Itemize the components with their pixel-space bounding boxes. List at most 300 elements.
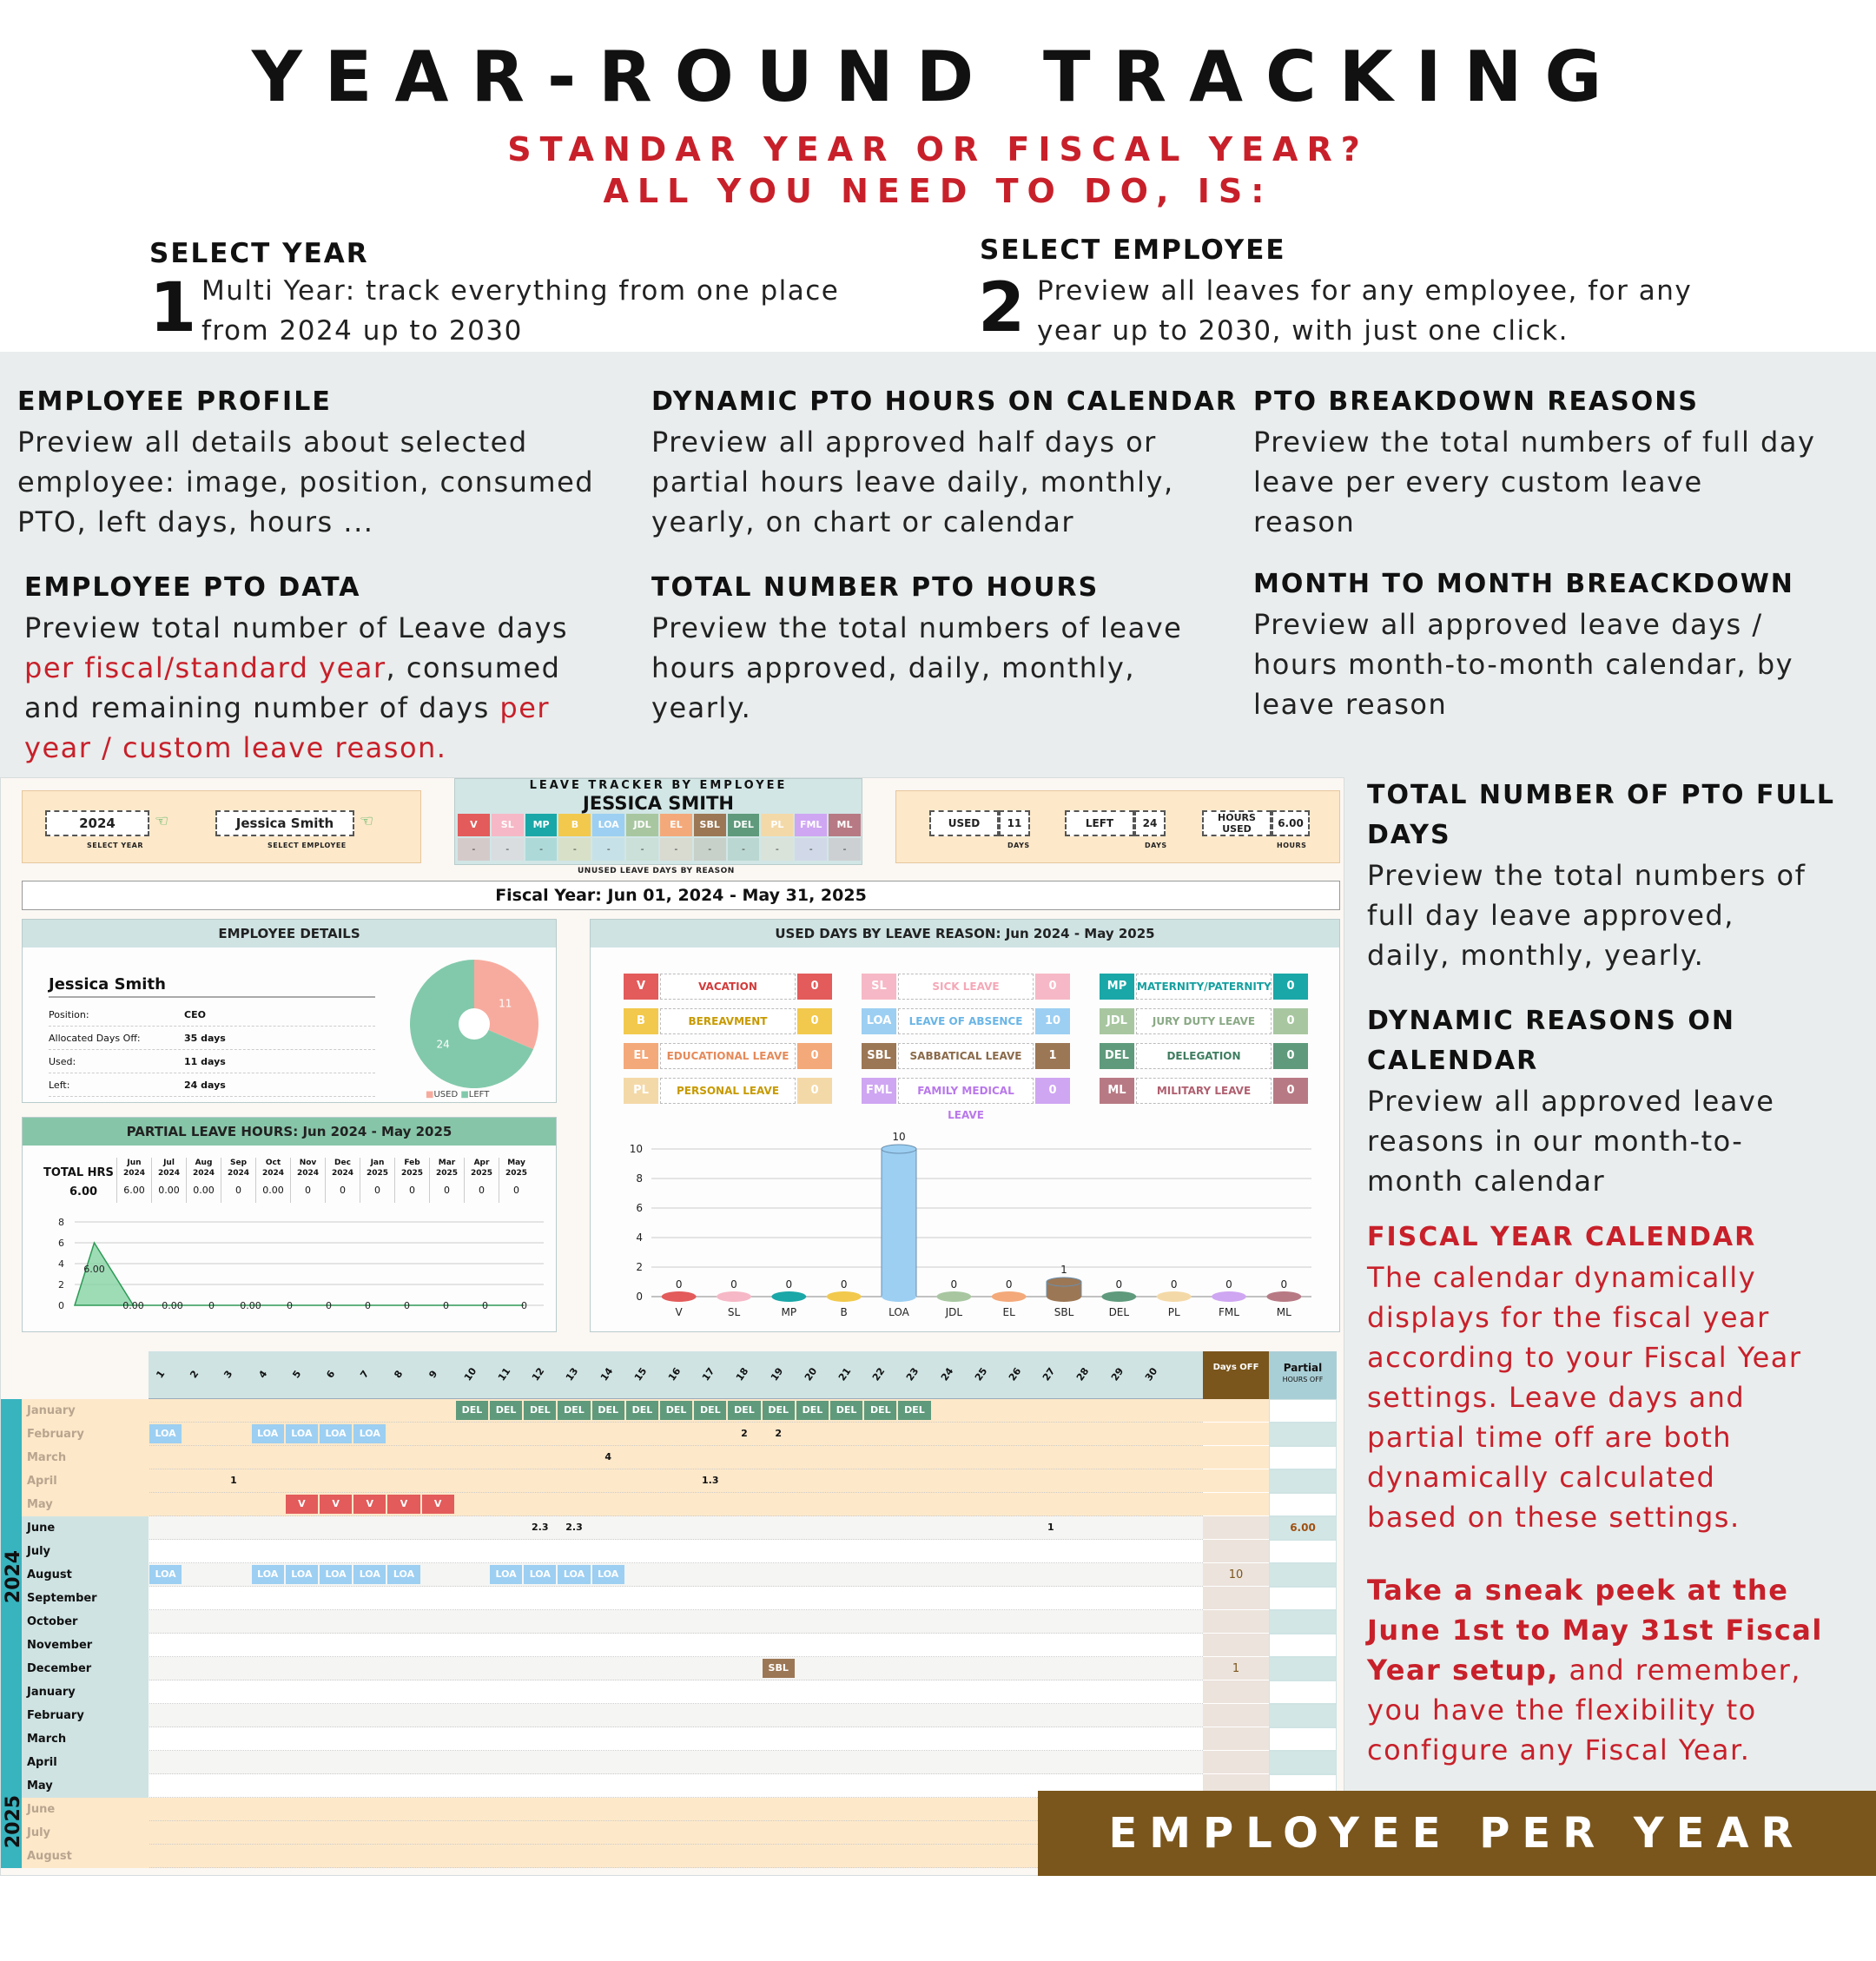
- year-select-label: SELECT YEAR: [87, 842, 144, 849]
- reason-code-sl: SL: [862, 974, 896, 1000]
- calendar-row: [22, 1493, 1203, 1516]
- hours-used-value: 6.00: [1272, 810, 1310, 836]
- reason-label: MILITARY LEAVE: [1136, 1078, 1272, 1104]
- calendar-leave-cell: LOA: [286, 1565, 318, 1584]
- reason-code-b: B: [624, 1008, 658, 1034]
- day-number: 30: [1142, 1365, 1160, 1383]
- detail-row: [49, 1003, 375, 1027]
- bar-base-v: [662, 1291, 697, 1302]
- pointer-hand-icon: ☜: [360, 812, 374, 830]
- highlight-text: per fiscal/standard year: [24, 651, 386, 684]
- feature-text: yearly.: [651, 691, 752, 724]
- calendar-leave-cell: DEL: [830, 1401, 862, 1420]
- feature-heading: EMPLOYEE PTO DATA: [24, 572, 361, 603]
- days-off-cell: [1203, 1610, 1269, 1634]
- partial-month-col: [429, 1158, 464, 1203]
- month-year: 2024: [331, 1169, 354, 1178]
- reason-label: DELEGATION: [1136, 1043, 1272, 1069]
- calendar-leave-cell: DEL: [763, 1401, 795, 1420]
- partial-header: [1269, 1351, 1337, 1399]
- left-label: LEFT: [1065, 810, 1134, 836]
- card-header: PARTIAL LEAVE HOURS: Jun 2024 - May 2025: [23, 1118, 556, 1146]
- partial-cell: [1269, 1493, 1337, 1516]
- feature-heading: DYNAMIC REASONS ON: [1367, 1006, 1735, 1036]
- y-tick-label: 8: [636, 1172, 643, 1185]
- month-name: June: [27, 1522, 56, 1535]
- partial-header-title: Partial: [1283, 1362, 1323, 1374]
- employee-select-label: SELECT EMPLOYEE: [268, 842, 347, 849]
- feature-heading: DAYS: [1367, 820, 1451, 850]
- year-select[interactable]: 2024: [45, 810, 149, 836]
- calendar-leave-cell: LOA: [149, 1424, 182, 1443]
- month-year: 2025: [505, 1169, 528, 1178]
- calendar-leave-cell: LOA: [524, 1565, 556, 1584]
- reason-label: VACATION: [660, 974, 796, 1000]
- month-value: 0: [409, 1185, 415, 1196]
- pie-legend: [426, 1090, 489, 1099]
- reason-count: 0: [1273, 1078, 1308, 1104]
- calendar-leave-cell: DEL: [558, 1401, 590, 1420]
- page-title: YEAR-ROUND TRACKING: [251, 36, 1625, 117]
- step-1-heading: SELECT YEAR: [149, 238, 369, 269]
- month-name: January: [27, 1404, 76, 1417]
- reason-label: SABBATICAL LEAVE: [898, 1043, 1034, 1069]
- feature-text: dynamically calculated: [1367, 1461, 1716, 1494]
- month-name: February: [27, 1709, 84, 1722]
- day-number: 10: [461, 1365, 479, 1383]
- pie-label: 24: [436, 1038, 450, 1051]
- bar-base-loa: [882, 1291, 916, 1302]
- year-bar-2024: [1, 1399, 25, 1680]
- partial-cell: [1269, 1704, 1337, 1727]
- feature-text: leave reason: [1253, 688, 1448, 721]
- calendar-leave-cell: 2: [741, 1428, 748, 1439]
- y-tick-label: 0: [58, 1300, 64, 1311]
- detail-rows: [49, 1003, 375, 1097]
- bar-value-label: 0: [1280, 1278, 1288, 1291]
- days-off-cell: [1203, 1516, 1269, 1540]
- feature-text: Preview all approved half days or: [651, 426, 1157, 459]
- feature-heading: PTO BREAKDOWN REASONS: [1253, 386, 1700, 417]
- used-days-value: 11: [999, 810, 1030, 836]
- month-year: 2025: [400, 1169, 424, 1178]
- month-value: 0: [513, 1185, 519, 1196]
- calendar-leave-cell: LOA: [490, 1565, 522, 1584]
- detail-key: Allocated Days Off:: [49, 1033, 141, 1044]
- calendar-row: [22, 1774, 1203, 1798]
- reason-label: JURY DUTY LEAVE: [1136, 1008, 1272, 1034]
- feature-text: Preview total number of Leave days: [24, 611, 569, 644]
- calendar-leave-cell: LOA: [353, 1565, 386, 1584]
- x-tick-label: SL: [727, 1306, 741, 1318]
- day-number: 3: [221, 1368, 235, 1381]
- y-tick-label: 6: [58, 1238, 64, 1249]
- reason-code-ml: ML: [1100, 1078, 1134, 1104]
- unused-value: -: [761, 838, 793, 861]
- bar-value-label: 10: [892, 1131, 906, 1143]
- feature-text: partial time off are both: [1367, 1421, 1733, 1454]
- day-number: 14: [598, 1365, 615, 1383]
- days-off-value: 10: [1228, 1568, 1244, 1581]
- month-name: June: [27, 1803, 56, 1816]
- calendar-row: [22, 1798, 1203, 1821]
- calendar-row: [22, 1727, 1203, 1751]
- feature-heading: TOTAL NUMBER PTO HOURS: [651, 572, 1100, 603]
- calendar-leave-cell: LOA: [149, 1565, 182, 1584]
- bar-base-el: [992, 1291, 1027, 1302]
- day-number: 5: [290, 1368, 304, 1381]
- feature-text: [24, 648, 568, 688]
- feature-text: based on these settings.: [1367, 1501, 1741, 1534]
- feature-sneak-peek: [1367, 1570, 1876, 1770]
- month-year: 2024: [296, 1169, 320, 1178]
- feature-heading: MONTH TO MONTH BREACKDOWN: [1253, 569, 1794, 599]
- calendar-row: [22, 1587, 1203, 1610]
- month-name: March: [27, 1733, 67, 1746]
- x-tick-label: V: [675, 1306, 683, 1318]
- partial-month-col: [186, 1158, 221, 1203]
- partial-cell: [1269, 1610, 1337, 1634]
- calendar-leave-cell: V: [387, 1495, 419, 1514]
- year-label-2025: 2025: [3, 1794, 25, 1849]
- day-number: 17: [700, 1365, 717, 1383]
- feature-text: [24, 688, 568, 728]
- month-value: 0: [479, 1185, 485, 1196]
- calendar-leave-cell: SBL: [763, 1659, 795, 1678]
- month-name: Feb: [404, 1159, 420, 1167]
- partial-month-col: [221, 1158, 255, 1203]
- total-hours-label: TOTAL HRS: [43, 1166, 114, 1179]
- calendar-leave-cell: LOA: [387, 1565, 419, 1584]
- unused-value: -: [626, 838, 658, 861]
- data-label: 0: [287, 1300, 293, 1311]
- calendar-leave-cell: DEL: [524, 1401, 556, 1420]
- detail-value: 24 days: [184, 1080, 226, 1091]
- step-2-number: 2: [978, 269, 1026, 347]
- y-tick-label: 6: [636, 1202, 643, 1214]
- y-tick-label: 2: [636, 1261, 643, 1273]
- month-name: April: [27, 1475, 57, 1488]
- reason-count: 0: [797, 974, 832, 1000]
- y-tick-label: 10: [629, 1143, 643, 1155]
- x-tick-label: ML: [1276, 1306, 1291, 1318]
- month-name: December: [27, 1662, 92, 1675]
- feature-full-days: [1367, 776, 1871, 975]
- month-name: Mar: [438, 1159, 456, 1167]
- partial-cell: [1269, 1751, 1337, 1774]
- unused-value: -: [829, 838, 861, 861]
- calendar-row: [22, 1634, 1203, 1657]
- tracker-header: [454, 778, 862, 865]
- calendar-row: [22, 1610, 1203, 1634]
- day-number: 23: [904, 1365, 921, 1383]
- feature-heading: TOTAL NUMBER OF PTO FULL: [1367, 780, 1836, 810]
- calendar-row: [22, 1704, 1203, 1727]
- partial-cell: [1269, 1657, 1337, 1680]
- days-off-cell: [1203, 1680, 1269, 1704]
- detail-key: Position:: [49, 1009, 89, 1020]
- day-number: 22: [870, 1365, 888, 1383]
- calendar-row: [22, 1845, 1203, 1868]
- hours-used-label: HOURS USED: [1202, 810, 1272, 836]
- feature-text: hours approved, daily, monthly,: [651, 651, 1136, 684]
- feature-text: settings. Leave days and: [1367, 1381, 1746, 1414]
- leave-code-v: V: [458, 814, 490, 836]
- leave-code-del: DEL: [728, 814, 760, 836]
- month-name: July: [27, 1545, 51, 1558]
- card-header: USED DAYS BY LEAVE REASON: Jun 2024 - May 2025: [591, 920, 1339, 947]
- data-label: 0: [365, 1300, 371, 1311]
- x-tick-label: EL: [1002, 1306, 1015, 1318]
- plain-text: and remember,: [1558, 1654, 1801, 1687]
- partial-cell: [1269, 1587, 1337, 1610]
- month-name: Jul: [163, 1159, 175, 1167]
- feature-text: hours month-to-month calendar, by: [1253, 648, 1794, 681]
- month-name: Dec: [334, 1159, 351, 1167]
- month-name: January: [27, 1686, 76, 1699]
- y-tick-label: 4: [636, 1231, 643, 1244]
- data-label: 0.00: [240, 1300, 261, 1311]
- step-2-line-2: year up to 2030, with just one click.: [1037, 315, 1569, 347]
- calendar-leave-cell: DEL: [660, 1401, 692, 1420]
- calendar-leave-cell: 2.3: [565, 1522, 583, 1533]
- day-number: 6: [324, 1368, 338, 1381]
- bar-value-label: 0: [1225, 1278, 1232, 1291]
- reason-label: FAMILY MEDICAL LEAVE: [898, 1078, 1034, 1104]
- y-tick-label: 8: [58, 1217, 64, 1228]
- leave-code-pl: PL: [761, 814, 793, 836]
- calendar-leave-cell: 2: [775, 1428, 783, 1439]
- reason-label: LEAVE OF ABSENCE: [898, 1008, 1034, 1034]
- calendar-leave-cell: LOA: [353, 1424, 386, 1443]
- day-number: 12: [530, 1365, 547, 1383]
- step-1-line-2: from 2024 up to 2030: [201, 315, 523, 347]
- x-tick-label: MP: [781, 1306, 797, 1318]
- partial-cell: [1269, 1563, 1337, 1587]
- feature-text: June 1st to May 31st Fiscal: [1367, 1614, 1823, 1647]
- feature-text: Preview all approved leave days /: [1253, 608, 1763, 641]
- detail-row: [49, 1073, 375, 1097]
- feature-pto-data: [24, 568, 568, 768]
- feature-heading: EMPLOYEE PROFILE: [17, 386, 332, 417]
- unused-value: -: [660, 838, 692, 861]
- unused-value: -: [492, 838, 524, 861]
- month-name: Apr: [473, 1159, 490, 1167]
- left-days-value: 24: [1134, 810, 1166, 836]
- calendar-row: [22, 1516, 1203, 1540]
- calendar-leave-cell: LOA: [252, 1424, 284, 1443]
- partial-month-col: [394, 1158, 429, 1203]
- month-name: October: [27, 1615, 78, 1628]
- dashboard-screenshot: [0, 777, 1344, 1876]
- days-off-cell: [1203, 1423, 1269, 1446]
- month-name: August: [27, 1568, 72, 1581]
- year-label-2024: 2024: [3, 1549, 25, 1604]
- day-number: 9: [426, 1368, 439, 1381]
- reason-label: BEREAVMENT: [660, 1008, 796, 1034]
- data-label: 0.00: [122, 1300, 144, 1311]
- reason-code-del: DEL: [1100, 1043, 1134, 1069]
- leave-reason-bar-chart: [608, 1125, 1329, 1326]
- calendar-leave-cell: V: [320, 1495, 352, 1514]
- partial-month-col: [116, 1158, 151, 1203]
- reason-count: 0: [797, 1043, 832, 1069]
- day-number: 2: [188, 1368, 201, 1381]
- partial-hours-area-chart: [31, 1213, 552, 1331]
- employee-details-card: [22, 919, 557, 1103]
- bold-text: Year setup,: [1367, 1654, 1559, 1687]
- month-name: Nov: [299, 1159, 317, 1167]
- feature-text: daily, monthly, yearly.: [1367, 939, 1705, 972]
- month-value: 0: [235, 1185, 241, 1196]
- employee-select[interactable]: Jessica Smith: [215, 810, 354, 836]
- partial-header-sub: HOURS OFF: [1282, 1376, 1324, 1383]
- leave-code-fml: FML: [795, 814, 827, 836]
- divider: [49, 996, 375, 998]
- bar-top: [882, 1145, 916, 1153]
- leave-code-el: EL: [660, 814, 692, 836]
- highlight-text: year / custom leave reason.: [24, 731, 447, 764]
- area-series: [75, 1243, 525, 1305]
- x-tick-label: JDL: [945, 1306, 963, 1318]
- calendar-row: [22, 1540, 1203, 1563]
- legend-swatch-left: ■: [460, 1090, 469, 1099]
- reason-count: 10: [1035, 1008, 1070, 1034]
- fiscal-year-range: Fiscal Year: Jun 01, 2024 - May 31, 2025: [22, 881, 1340, 910]
- leave-code-jdl: JDL: [626, 814, 658, 836]
- month-value: 0: [305, 1185, 311, 1196]
- feature-text: according to your Fiscal Year: [1367, 1341, 1802, 1374]
- month-year: 2024: [122, 1169, 146, 1178]
- data-label: 6.00: [83, 1264, 105, 1275]
- calendar-leave-cell: DEL: [898, 1401, 930, 1420]
- reason-code-jdl: JDL: [1100, 1008, 1134, 1034]
- month-value: 6.00: [123, 1185, 145, 1196]
- detail-row: [49, 1050, 375, 1073]
- month-year: 2024: [227, 1169, 250, 1178]
- legend-used: USED: [433, 1090, 459, 1099]
- unused-value: -: [458, 838, 490, 861]
- bar-base-b: [827, 1291, 862, 1302]
- month-name: Sep: [229, 1159, 248, 1167]
- feature-text: yearly, on chart or calendar: [651, 505, 1074, 538]
- x-tick-label: SBL: [1054, 1306, 1074, 1318]
- unused-days-label: UNUSED LEAVE DAYS BY REASON: [578, 867, 735, 875]
- partial-cell: [1269, 1423, 1337, 1446]
- feature-text: reasons in our month-to-: [1367, 1125, 1744, 1158]
- leave-reason-card: [590, 919, 1340, 1332]
- selector-panel: [22, 790, 421, 863]
- days-off-cell: [1203, 1446, 1269, 1469]
- feature-heading: CALENDAR: [1367, 1046, 1539, 1076]
- bar-base-fml: [1212, 1291, 1246, 1302]
- subtitle-line-2: ALL YOU NEED TO DO, IS:: [603, 172, 1273, 210]
- days-off-cell: [1203, 1399, 1269, 1423]
- calendar-leave-cell: 1: [230, 1475, 237, 1486]
- feature-text: Preview the total numbers of leave: [651, 611, 1183, 644]
- days-off-cell: [1203, 1727, 1269, 1751]
- partial-month-col: [499, 1158, 533, 1203]
- unused-value: -: [592, 838, 624, 861]
- feature-dynamic-hours: [651, 382, 1238, 542]
- calendar-leave-cell: DEL: [728, 1401, 760, 1420]
- day-number: 15: [631, 1365, 650, 1383]
- used-days-unit: DAYS: [1007, 842, 1030, 849]
- calendar-leave-cell: DEL: [694, 1401, 726, 1420]
- month-name: May: [507, 1159, 525, 1167]
- day-number: 25: [972, 1365, 990, 1383]
- feature-text: reason: [1253, 505, 1356, 538]
- detail-row: [49, 1027, 375, 1050]
- day-number: 8: [392, 1368, 406, 1381]
- leave-code-b: B: [558, 814, 591, 836]
- day-number: 11: [495, 1365, 513, 1383]
- step-1-line-1: Multi Year: track everything from one place: [201, 275, 840, 307]
- reason-code-sbl: SBL: [862, 1043, 896, 1069]
- day-number: 28: [1074, 1365, 1092, 1383]
- feature-text: configure any Fiscal Year.: [1367, 1733, 1751, 1766]
- x-tick-label: B: [840, 1306, 848, 1318]
- feature-text: Preview all approved leave: [1367, 1085, 1775, 1118]
- feature-text: you have the flexibility to: [1367, 1694, 1757, 1727]
- reason-code-loa: LOA: [862, 1008, 896, 1034]
- bar-base-mp: [771, 1291, 806, 1302]
- unused-value: -: [694, 838, 726, 861]
- day-number: 13: [564, 1365, 581, 1383]
- left-days-unit: DAYS: [1145, 842, 1167, 849]
- reason-label: SICK LEAVE: [898, 974, 1034, 1000]
- days-off-cell: [1203, 1634, 1269, 1657]
- step-2-line-1: Preview all leaves for any employee, for any: [1037, 275, 1693, 307]
- plain-text: , consumed: [386, 651, 561, 684]
- month-value: 0: [444, 1185, 450, 1196]
- reason-count: 0: [1273, 1008, 1308, 1034]
- calendar-leave-cell: LOA: [320, 1424, 352, 1443]
- detail-value: 11 days: [184, 1056, 226, 1067]
- month-year: 2024: [157, 1169, 181, 1178]
- partial-cell: [1269, 1727, 1337, 1751]
- feature-heading: FISCAL YEAR CALENDAR: [1367, 1222, 1757, 1252]
- reason-label: EDUCATIONAL LEAVE: [660, 1043, 796, 1069]
- calendar-row: [22, 1751, 1203, 1774]
- partial-hours-card: [22, 1117, 557, 1332]
- bar-top: [1047, 1278, 1081, 1286]
- feature-text: employee: image, position, consumed: [17, 465, 595, 499]
- unused-value: -: [728, 838, 760, 861]
- calendar-leave-cell: DEL: [456, 1401, 488, 1420]
- data-label: 0: [443, 1300, 449, 1311]
- month-year: 2025: [366, 1169, 389, 1178]
- calendar-leave-cell: DEL: [592, 1401, 624, 1420]
- day-number: 29: [1108, 1365, 1126, 1383]
- calendar-leave-cell: LOA: [558, 1565, 590, 1584]
- day-number: 16: [665, 1365, 684, 1383]
- bar-base-del: [1101, 1291, 1136, 1302]
- month-name: May: [27, 1498, 53, 1511]
- feature-text: month calendar: [1367, 1165, 1606, 1198]
- reason-count: 0: [1035, 1078, 1070, 1104]
- partial-cell: [1269, 1446, 1337, 1469]
- day-number: 19: [768, 1365, 785, 1383]
- month-name: September: [27, 1592, 97, 1605]
- calendar-row: [22, 1469, 1203, 1493]
- reason-count: 0: [1273, 1043, 1308, 1069]
- reason-count: 0: [797, 1078, 832, 1104]
- x-tick-label: PL: [1167, 1306, 1180, 1318]
- days-off-cell: [1203, 1540, 1269, 1563]
- bar-loa: [882, 1149, 916, 1297]
- x-tick-label: LOA: [888, 1306, 909, 1318]
